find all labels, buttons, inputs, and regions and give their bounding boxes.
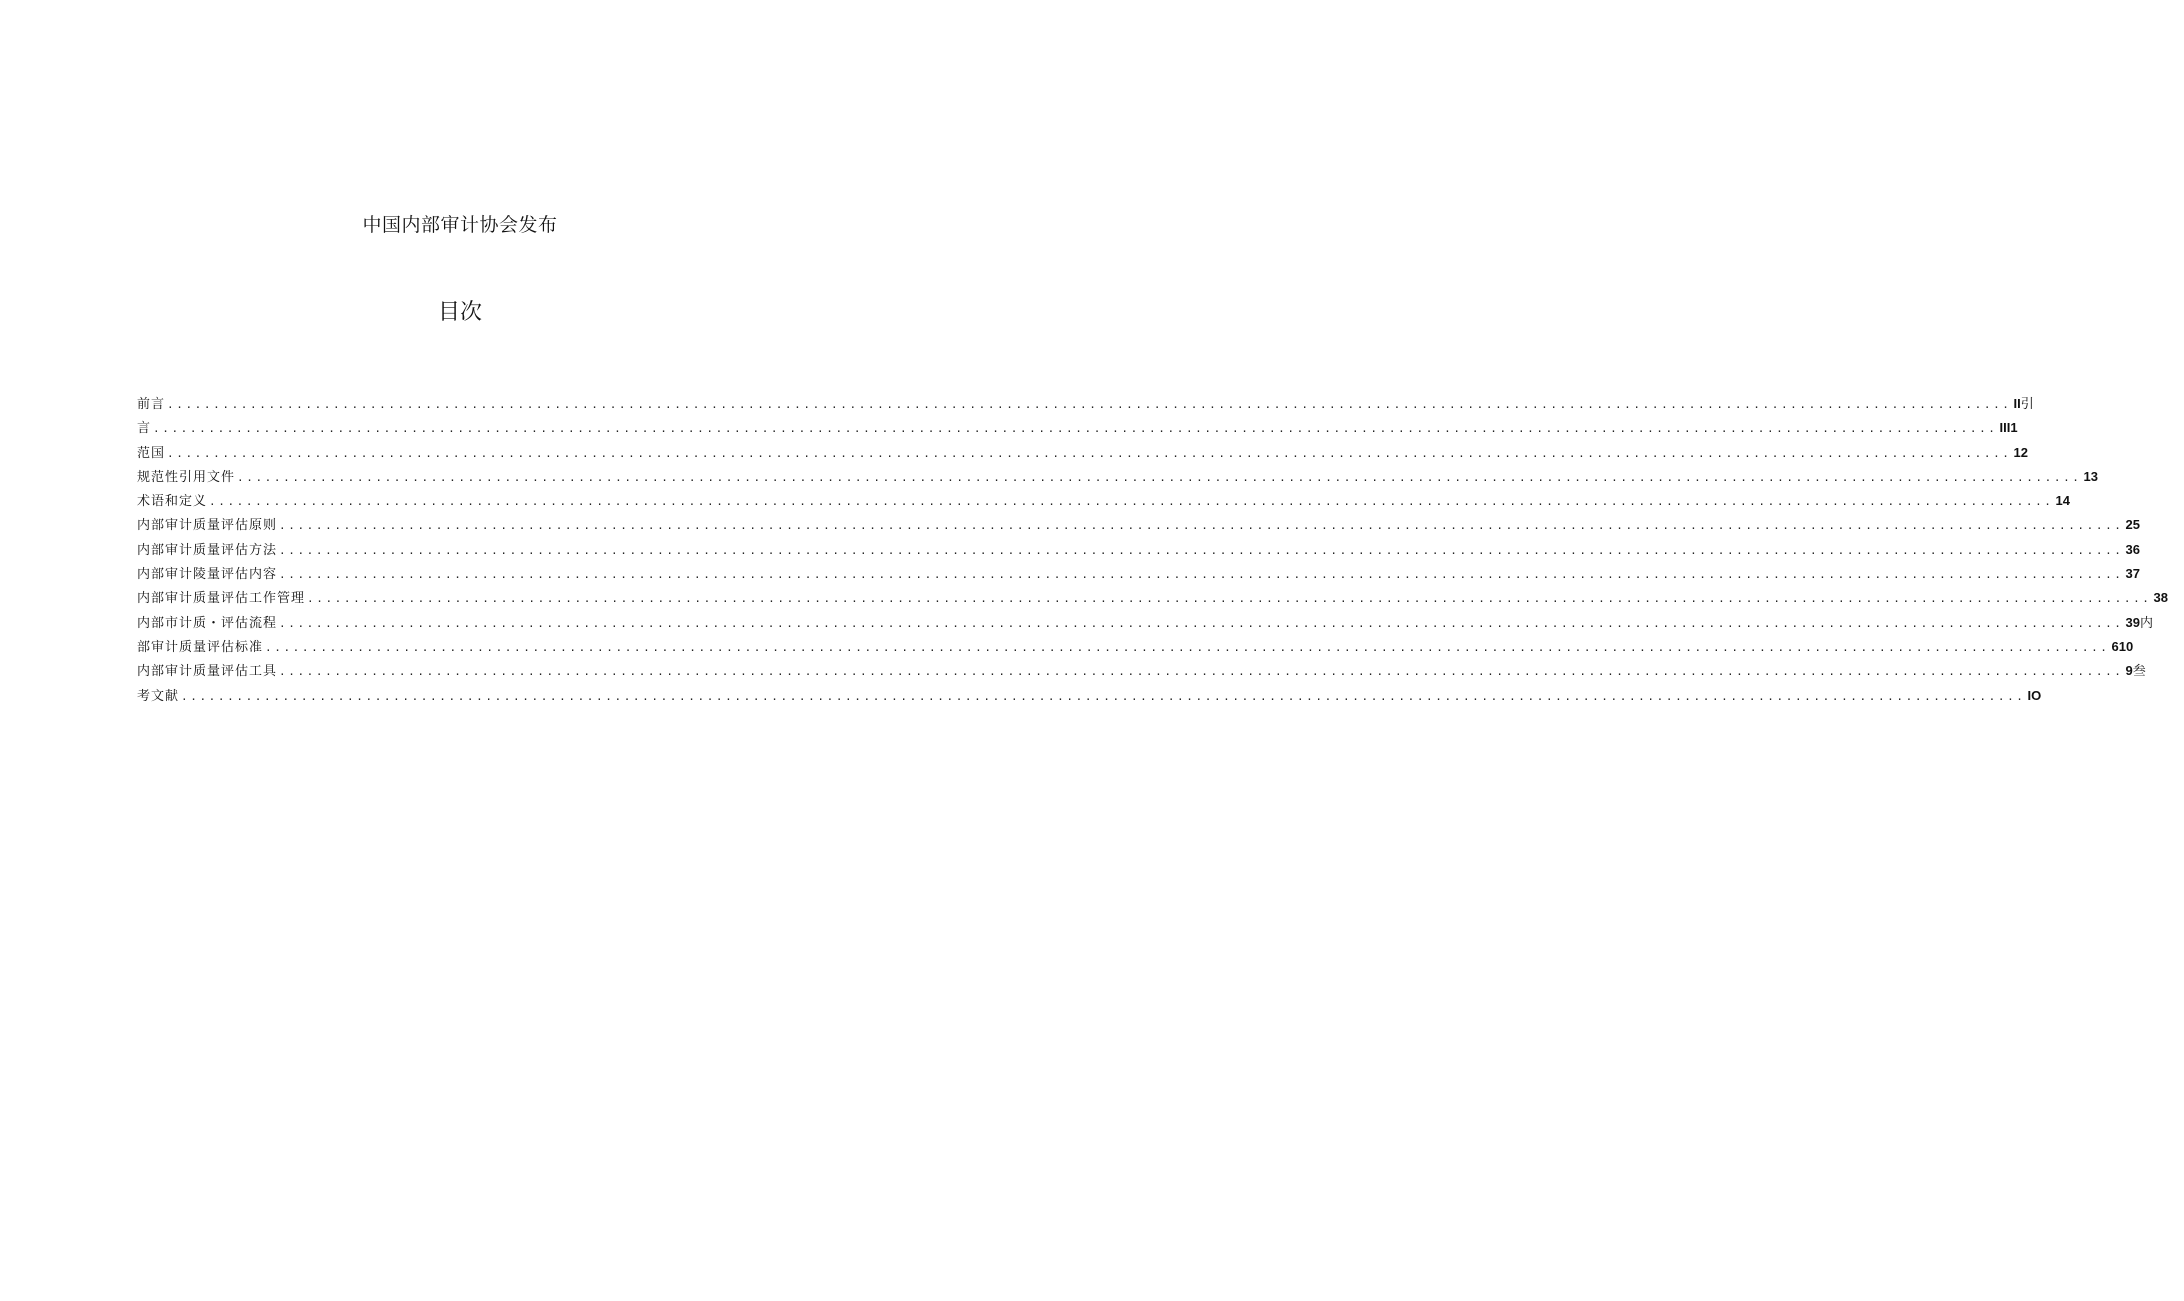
toc-entry[interactable] — [137, 416, 2018, 440]
toc-entry-label: 术语和定义 — [137, 494, 208, 510]
toc-entry-label: 言 — [137, 421, 152, 437]
toc-entry-page: 610 — [2111, 638, 2134, 654]
toc-entry-page: 13 — [2083, 468, 2098, 484]
toc-dot-leader: ........................................................................................................................................................................................................ — [167, 398, 2012, 411]
toc-entry[interactable] — [137, 635, 2134, 659]
toc-entry[interactable] — [137, 441, 2028, 465]
toc-entry[interactable] — [137, 659, 2146, 683]
toc-dot-leader: ........................................................................................................................................................................................................ — [279, 543, 2124, 557]
toc-entry[interactable] — [137, 586, 2168, 610]
toc-entry[interactable] — [137, 392, 2034, 416]
toc-heading: 目次 — [437, 300, 482, 325]
toc-entry[interactable] — [137, 538, 2140, 562]
toc-entry[interactable] — [137, 489, 2070, 513]
toc-entry-page: III1 — [1999, 420, 2018, 436]
toc-entry[interactable] — [137, 562, 2140, 586]
toc-entry[interactable] — [137, 465, 2098, 489]
toc-dot-leader: ........................................................................................................................................................................................................ — [153, 422, 1998, 436]
toc-entry-page: 25 — [2125, 517, 2140, 533]
toc-dot-leader: ........................................................................................................................................................................................................ — [181, 689, 2026, 703]
toc-dot-leader: ........................................................................................................................................................................................................ — [279, 665, 2124, 679]
toc-dot-leader: ........................................................................................................................................................................................................ — [279, 519, 2124, 533]
toc-entry-label: 内部审计质量评估原则 — [137, 518, 278, 534]
toc-entry-page: 14 — [2055, 493, 2070, 509]
toc-entry-label: 规范性引用文件 — [137, 469, 236, 485]
toc-dot-leader: ........................................................................................................................................................................................................ — [279, 616, 2124, 630]
toc-entry-label: 内部审计质量评估工作管理 — [137, 591, 306, 607]
toc-entry-page: 38 — [2153, 590, 2168, 606]
publisher-title: 中国内部审计协会发布 — [362, 214, 558, 236]
toc-dot-leader: ........................................................................................................................................................................................................ — [209, 495, 2054, 509]
toc-entry-page: 37 — [2125, 566, 2140, 582]
toc-entry[interactable] — [137, 611, 2154, 635]
toc-entry-label: 前言 — [137, 397, 166, 412]
toc-entry-page: 12 — [2013, 444, 2028, 460]
toc-entry-label: 内部市计质・评估流程 — [137, 615, 278, 631]
toc-entry-label: 内部审计陵量评估内容 — [137, 567, 278, 583]
toc-entry-label: 部审计质量评估标准 — [137, 639, 264, 655]
toc-entry-page: 36 — [2125, 541, 2140, 557]
toc-entry-label: 内部审计质量评估方法 — [137, 542, 278, 558]
toc-dot-leader: ........................................................................................................................................................................................................ — [307, 592, 2152, 606]
toc-entry-page: 9叁 — [2125, 663, 2146, 680]
toc-entry[interactable] — [137, 684, 2042, 708]
toc-dot-leader: ........................................................................................................................................................................................................ — [237, 470, 2082, 484]
toc-dot-leader: ........................................................................................................................................................................................................ — [167, 446, 2012, 460]
toc-entry-label: 范国 — [137, 445, 166, 461]
toc-entry-page: II引 — [2013, 396, 2034, 412]
table-of-contents — [137, 392, 2168, 708]
toc-dot-leader: ........................................................................................................................................................................................................ — [265, 640, 2110, 654]
toc-entry-label: 内部审计质量评估工具 — [137, 664, 278, 680]
toc-entry-label: 考文献 — [137, 688, 180, 704]
toc-entry[interactable] — [137, 513, 2140, 537]
toc-entry-page: 39内 — [2125, 614, 2154, 631]
toc-dot-leader: ........................................................................................................................................................................................................ — [279, 568, 2124, 582]
toc-entry-page: IO — [2027, 687, 2042, 703]
